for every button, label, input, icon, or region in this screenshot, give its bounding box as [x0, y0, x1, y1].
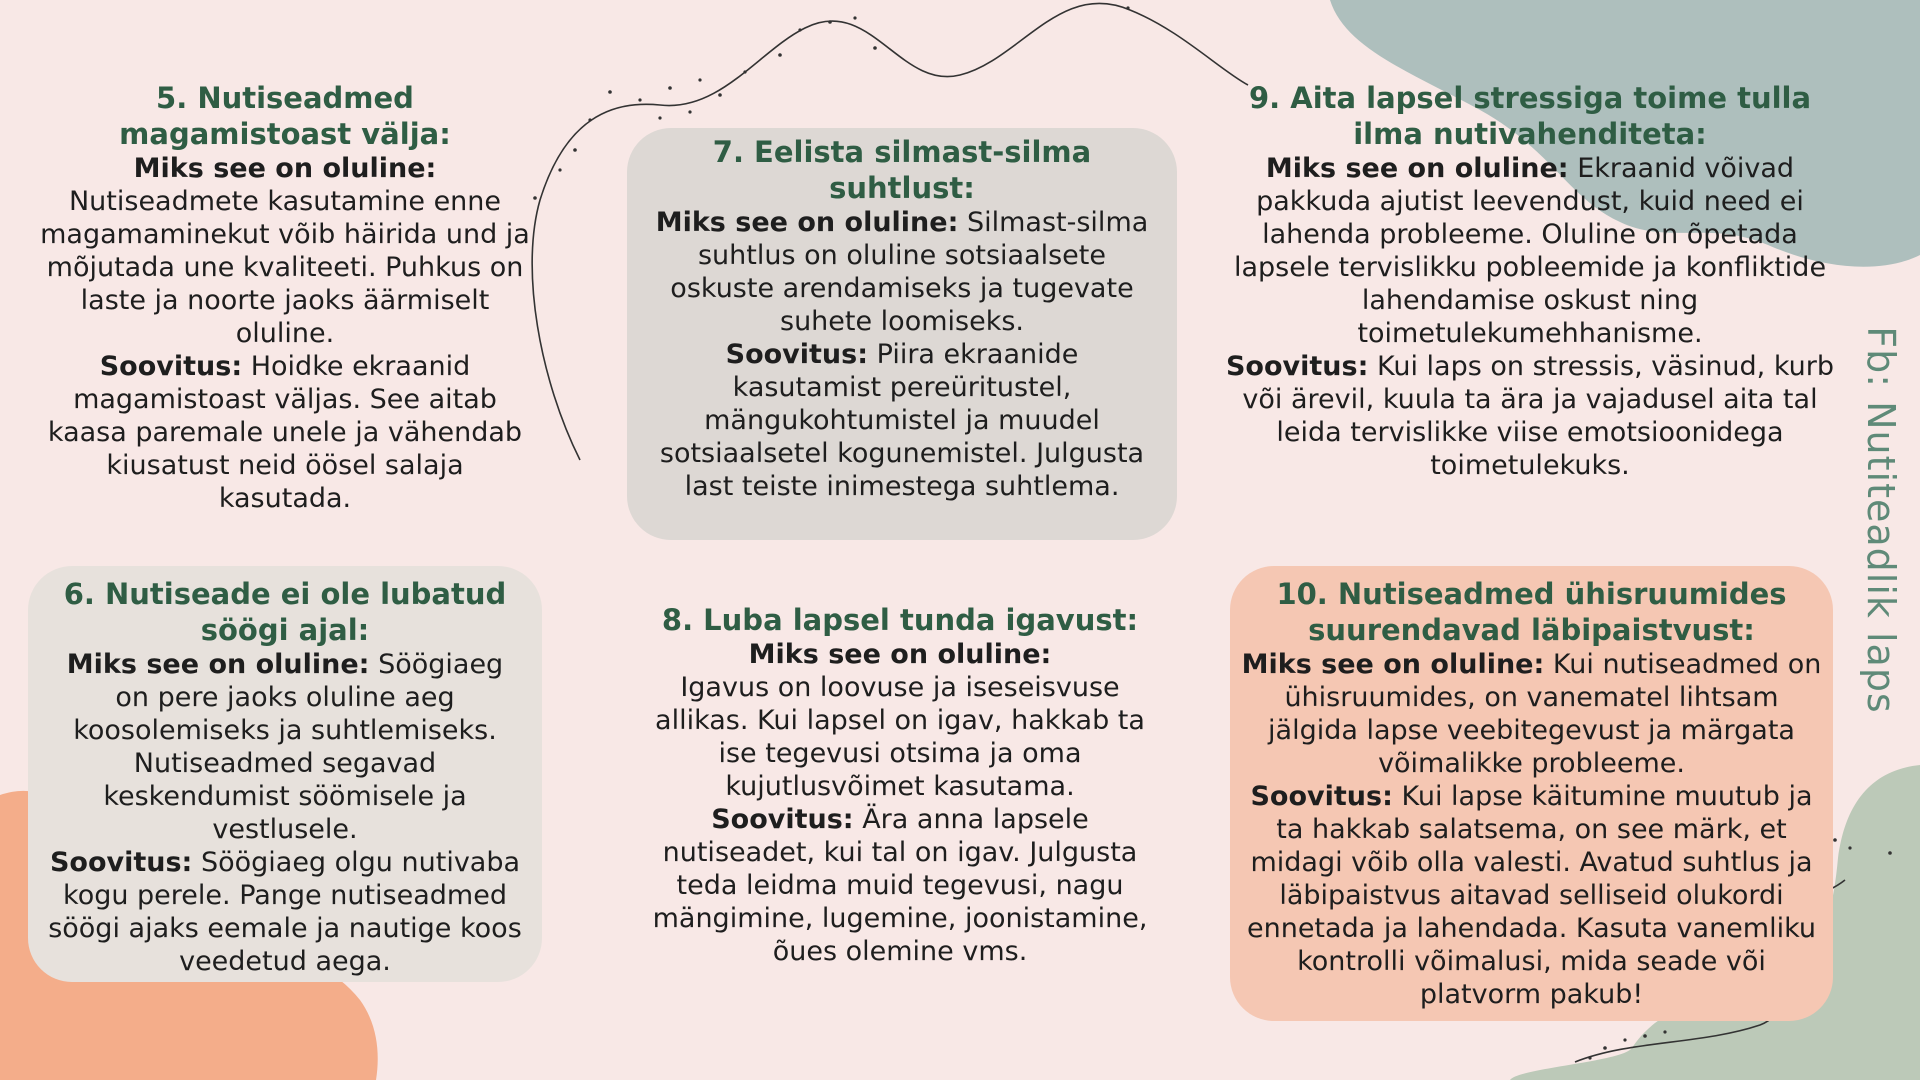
tip-5-title: 5. Nutiseadmed magamistoast välja:: [119, 81, 451, 151]
tip-5-advice-text: Hoidke ekraanid magamistoast väljas. See aitab kaasa paremale unele ja vähendab kiusatust neid öösel salaja kasutada.: [47, 351, 523, 514]
tip-6-advice-text: Söögiaeg olgu nutivaba kogu perele. Pange nutiseadmed söögi ajaks eemale ja nautige koos veedetud aega.: [48, 847, 522, 977]
tip-10-why-text: Kui nutiseadmed on ühisruumides, on vanematel lihtsam jälgida lapse veebitegevust ja märgata võimalikke probleeme.: [1268, 649, 1822, 779]
tip-7-advice: [653, 338, 1151, 503]
tip-5-card: [40, 80, 530, 515]
tip-10-title: 10. Nutiseadmed ühisruumides suurendavad läbipaistvust:: [1276, 577, 1787, 647]
tip-10-why: [1238, 648, 1825, 780]
tip-9-why: [1225, 152, 1835, 350]
tip-8-title: 8. Luba lapsel tunda igavust:: [661, 603, 1139, 637]
facebook-page-label: Fb: Nutiteadlik laps: [1859, 326, 1903, 714]
tip-10-why-label: Miks see on oluline:: [1241, 649, 1545, 680]
tip-10-advice-label: Soovitus:: [1250, 781, 1393, 812]
tip-8-why: [640, 638, 1160, 803]
tip-6-advice: [46, 846, 524, 978]
tip-6-title: 6. Nutiseade ei ole lubatud söögi ajal:: [63, 577, 507, 647]
tip-6-card: [28, 566, 542, 982]
tip-9-why-text: Ekraanid võivad pakkuda ajutist leevendust, kuid need ei lahenda probleeme. Oluline on õpetada lapsele tervislikku pobleemide ja konfliktide lahendamise oskust ning toimetulekumehhanisme.: [1233, 153, 1827, 349]
tip-5-why-label: Miks see on oluline:: [133, 153, 437, 184]
tip-5-advice: [40, 350, 530, 515]
tip-10-advice: [1238, 780, 1825, 1011]
tip-7-why-text: Silmast-silma suhtlus on oluline sotsiaalsete oskuste arendamiseks ja tugevate suhete loomiseks.: [670, 207, 1149, 337]
tip-9-advice-text: Kui laps on stressis, väsinud, kurb või ärevil, kuula ta ära ja vajadusel aita tal leida tervislikke viise emotsioonidega toimetulekuks.: [1242, 351, 1835, 481]
tip-8-why-label: Miks see on oluline:: [748, 639, 1052, 670]
tip-8-why-text: Igavus on loovuse ja iseseisvuse allikas. Kui lapsel on igav, hakkab ta ise tegevusi otsima ja oma kujutlusvõimet kasutama.: [655, 672, 1145, 802]
tip-8-advice-label: Soovitus:: [711, 804, 854, 835]
tip-8-advice: [640, 803, 1160, 968]
tip-5-advice-label: Soovitus:: [99, 351, 243, 382]
tip-8-card: [640, 602, 1160, 968]
tip-9-card: [1225, 80, 1835, 482]
tip-10-advice-text: Kui lapse käitumine muutub ja ta hakkab salatsema, on see märk, et midagi võib olla valesti. Avatud suhtlus ja läbipaistvus aitavad selliseid olukordi ennetada ja lahendada. Kasuta vanemliku kontrolli võimalusi, mida seade või platvorm pakub!: [1246, 781, 1817, 1010]
tip-9-why-label: Miks see on oluline:: [1265, 153, 1569, 184]
tip-9-title: 9. Aita lapsel stressiga toime tulla ilma nutivahenditeta:: [1248, 81, 1812, 151]
tip-7-title: 7. Eelista silmast-silma suhtlust:: [712, 135, 1092, 205]
tip-7-advice-label: Soovitus:: [725, 339, 869, 370]
tip-7-why-label: Miks see on oluline:: [655, 207, 959, 238]
tip-5-why: [40, 152, 530, 350]
tip-10-card: [1230, 566, 1833, 1021]
tip-6-why: [46, 648, 524, 846]
tip-9-advice: [1225, 350, 1835, 482]
tip-8-advice-text: Ära anna lapsele nutiseadet, kui tal on igav. Julgusta teda leidma muid tegevusi, nagu mängimine, lugemine, joonistamine, õues olemine vms.: [652, 804, 1148, 967]
tip-7-why: [653, 206, 1151, 338]
tip-6-why-text: Söögiaeg on pere jaoks oluline aeg koosolemiseks ja suhtlemiseks. Nutiseadmed segavad keskendumist söömisele ja vestlusele.: [73, 649, 504, 845]
tip-7-advice-text: Piira ekraanide kasutamist pereüritustel, mängukohtumistel ja muudel sotsiaalsetel kogunemistel. Julgusta last teiste inimestega suhtlema.: [659, 339, 1145, 502]
tip-6-advice-label: Soovitus:: [49, 847, 193, 878]
tip-5-why-text: Nutiseadmete kasutamine enne magamaminekut võib häirida und ja mõjutada une kvaliteeti. Puhkus on laste ja noorte jaoks äärmiselt oluline.: [40, 186, 530, 349]
tip-9-advice-label: Soovitus:: [1225, 351, 1369, 382]
tip-7-card: [627, 128, 1177, 540]
tip-6-why-label: Miks see on oluline:: [66, 649, 370, 680]
